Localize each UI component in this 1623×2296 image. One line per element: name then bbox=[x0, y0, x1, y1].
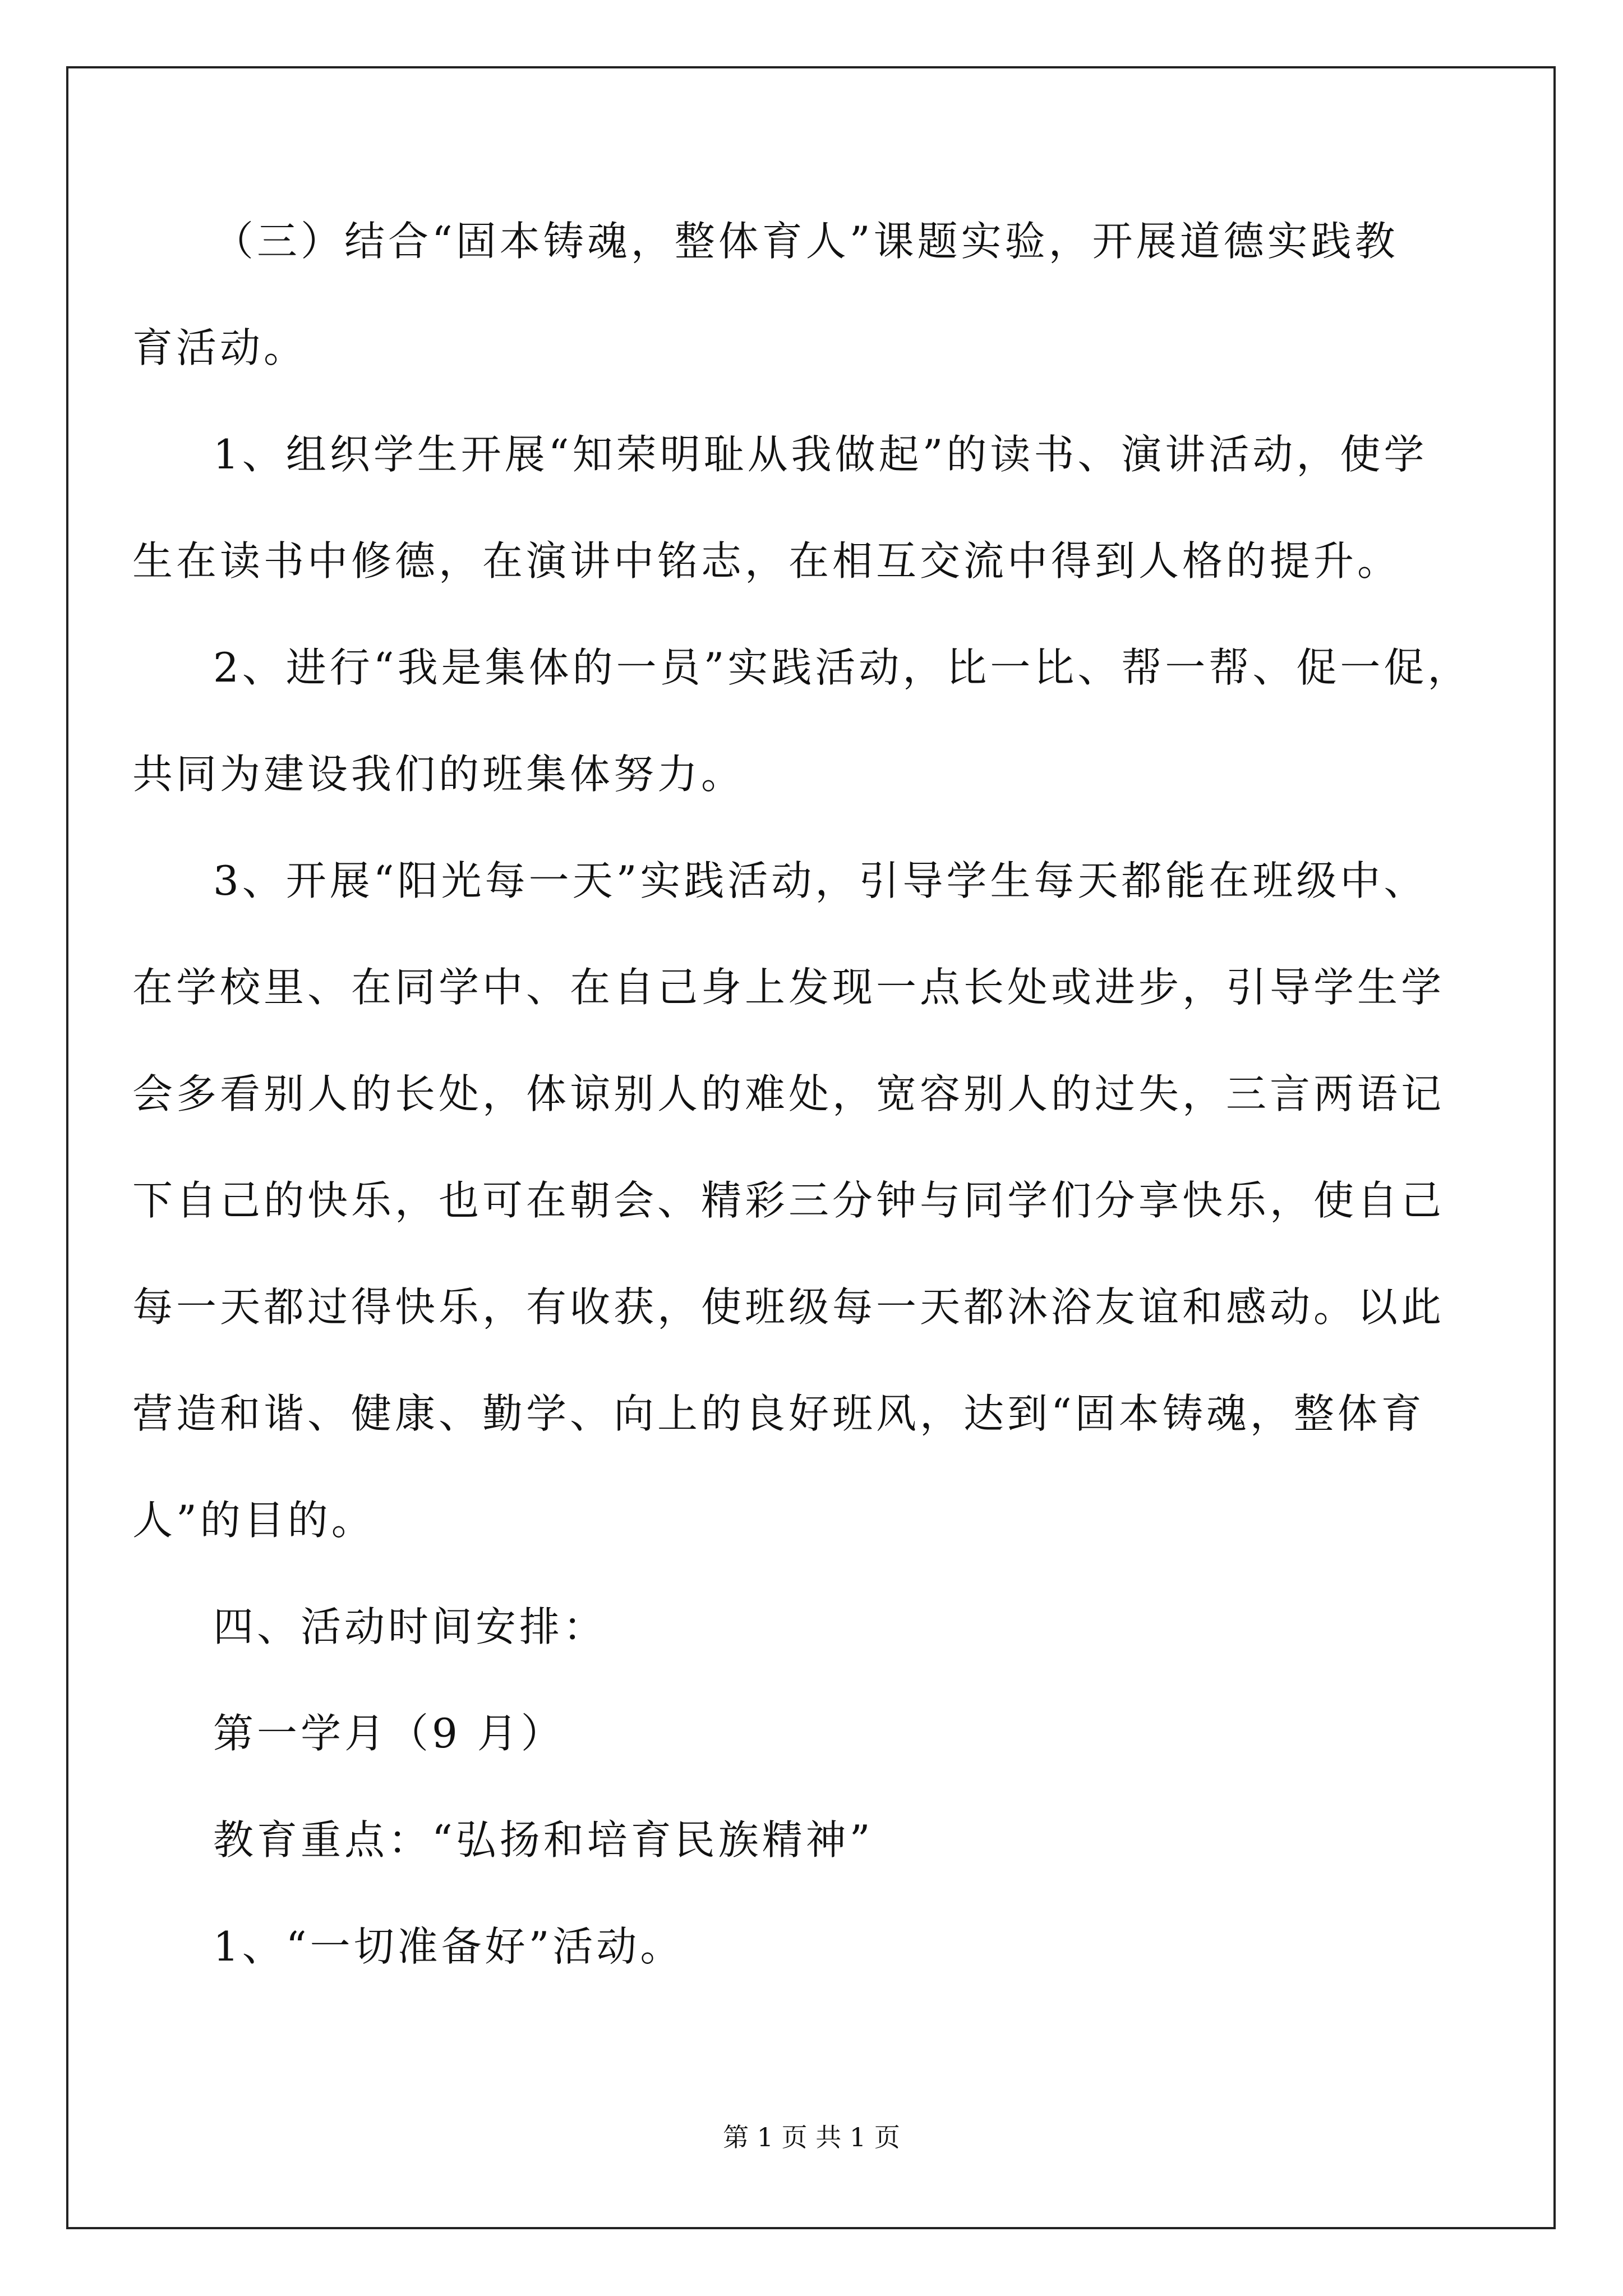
page-number-footer: 第 1 页 共 1 页 bbox=[723, 2122, 900, 2152]
paragraph-line: 会多看别人的长处，体谅别人的难处，宽容别人的过失，三言两语记 bbox=[132, 1070, 1445, 1117]
section-heading: 四、活动时间安排： bbox=[213, 1603, 607, 1650]
paragraph-line: 共同为建设我们的班集体努力。 bbox=[132, 751, 745, 798]
paragraph-line: 育活动。 bbox=[132, 324, 308, 371]
paragraph-line: 每一天都过得快乐，有收获，使班级每一天都沐浴友谊和感动。以此 bbox=[132, 1283, 1445, 1331]
paragraph-line: （三）结合“固本铸魂，整体育人”课题实验，开展道德实践教 bbox=[213, 218, 1399, 265]
paragraph-line: 教育重点：“弘扬和培育民族精神” bbox=[213, 1816, 874, 1864]
paragraph-line: 营造和谐、健康、勤学、向上的良好班风，达到“固本铸魂，整体育 bbox=[132, 1390, 1425, 1437]
paragraph-line: 2、进行“我是集体的一员”实践活动，比一比、帮一帮、促一促， bbox=[213, 644, 1472, 691]
paragraph-line: 1、组织学生开展“知荣明耻从我做起”的读书、演讲活动，使学 bbox=[213, 431, 1428, 478]
paragraph-line: 3、开展“阳光每一天”实践活动，引导学生每天都能在班级中、 bbox=[213, 857, 1428, 904]
subsection-heading: 第一学月（9 月） bbox=[213, 1710, 565, 1757]
paragraph-line: 在学校里、在同学中、在自己身上发现一点长处或进步，引导学生学 bbox=[132, 964, 1445, 1011]
paragraph-line: 生在读书中修德，在演讲中铭志，在相互交流中得到人格的提升。 bbox=[132, 537, 1401, 585]
paragraph-line: 1、“一切准备好”活动。 bbox=[213, 1923, 684, 1970]
page-border bbox=[66, 66, 1556, 2229]
paragraph-line: 下自己的快乐，也可在朝会、精彩三分钟与同学们分享快乐，使自己 bbox=[132, 1177, 1445, 1224]
paragraph-line: 人”的目的。 bbox=[132, 1497, 375, 1544]
